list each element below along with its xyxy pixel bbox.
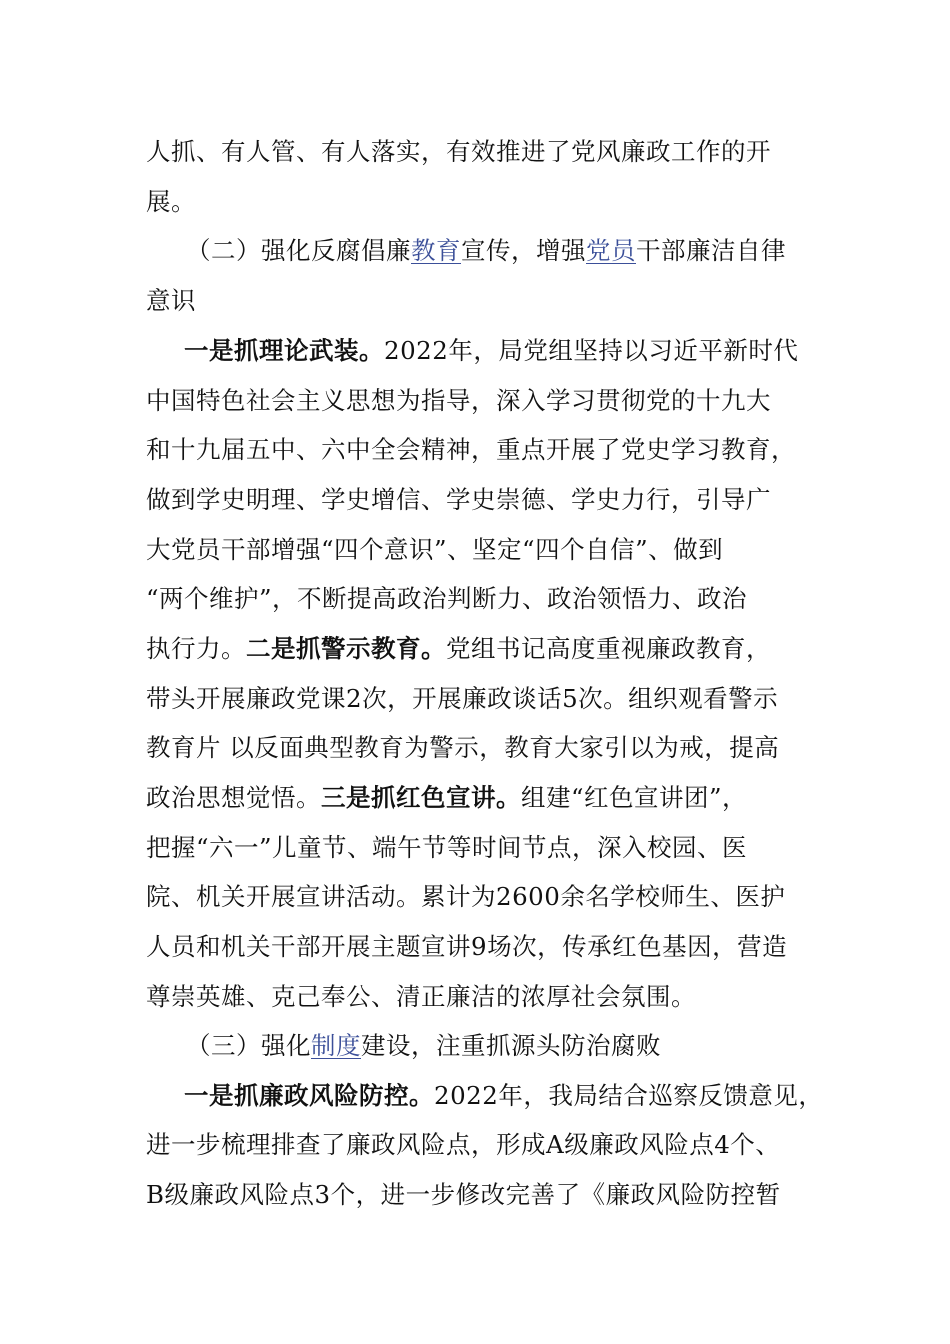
text-run: （三）强化 <box>186 1031 311 1060</box>
text-run: 政治思想觉悟。 <box>146 783 321 812</box>
bold-lead: 一是抓理论武装。 <box>184 336 384 365</box>
bold-lead: 三是抓红色宣讲。 <box>321 783 521 812</box>
text-run: B级廉政风险点3个，进一步修改完善了《廉政风险防控暂 <box>146 1180 781 1209</box>
paragraph-line <box>146 430 796 470</box>
section-heading-3 <box>186 1026 661 1066</box>
paragraph-line <box>146 530 723 570</box>
paragraph-line <box>146 381 771 421</box>
text-run: 2022年，我局结合巡察反馈意见， <box>434 1081 824 1110</box>
text-run: 大党员干部增强“四个意识”、坚定“四个自信”、做到 <box>146 535 724 564</box>
section-heading-2 <box>186 231 786 271</box>
paragraph-line <box>146 132 771 172</box>
text-run: 干部廉洁自律 <box>636 236 786 265</box>
text-run: 组建“红色宣讲团”， <box>521 783 748 812</box>
paragraph-line <box>146 629 771 669</box>
text-run: 宣传，增强 <box>461 236 586 265</box>
link-system[interactable]: 制度 <box>311 1031 361 1060</box>
paragraph-line <box>146 182 196 222</box>
text-run: 做到学史明理、学史增信、学史崇德、学史力行，引导广 <box>146 485 771 514</box>
paragraph-line <box>146 1175 781 1215</box>
text-run: 人员和机关干部开展主题宣讲9场次，传承红色基因，营造 <box>146 932 788 961</box>
paragraph-line <box>184 1076 823 1116</box>
paragraph-line <box>146 679 778 719</box>
text-run: 人抓、有人管、有人落实，有效推进了党风廉政工作的开 <box>146 137 771 166</box>
paragraph-line <box>184 331 798 371</box>
text-run: （二）强化反腐倡廉 <box>186 236 411 265</box>
bold-lead: 一是抓廉政风险防控。 <box>184 1081 434 1110</box>
text-run: 把握“六一”儿童节、端午节等时间节点，深入校园、医 <box>146 833 748 862</box>
text-run: 党组书记高度重视廉政教育， <box>446 634 771 663</box>
text-run: 2022年，局党组坚持以习近平新时代 <box>384 336 799 365</box>
section-heading-2-continued <box>146 281 196 321</box>
text-run: 中国特色社会主义思想为指导，深入学习贯彻党的十九大 <box>146 386 771 415</box>
bold-lead: 二是抓警示教育。 <box>246 634 446 663</box>
text-run: 尊崇英雄、克己奉公、清正廉洁的浓厚社会氛围。 <box>146 982 696 1011</box>
text-run: 执行力。 <box>146 634 246 663</box>
paragraph-line <box>146 977 696 1017</box>
text-run: 建设，注重抓源头防治腐败 <box>361 1031 661 1060</box>
text-run: 和十九届五中、六中全会精神，重点开展了党史学习教育， <box>146 435 796 464</box>
link-education[interactable]: 教育 <box>411 236 461 265</box>
paragraph-line <box>146 828 747 868</box>
link-party-member[interactable]: 党员 <box>586 236 636 265</box>
paragraph-line <box>146 877 785 917</box>
text-run: 意识 <box>146 286 196 315</box>
text-run: 展。 <box>146 187 196 216</box>
paragraph-line <box>146 1125 780 1165</box>
text-run: 院、机关开展宣讲活动。累计为2600余名学校师生、医护 <box>146 882 786 911</box>
text-run: 进一步梳理排查了廉政风险点，形成A级廉政风险点4个、 <box>146 1130 781 1159</box>
paragraph-line <box>146 480 771 520</box>
paragraph-line <box>146 778 747 818</box>
paragraph-line <box>146 927 787 967</box>
paragraph-line <box>146 579 747 619</box>
paragraph-line <box>146 728 779 768</box>
text-run: 教育片 以反面典型教育为警示，教育大家引以为戒，提高 <box>146 733 780 762</box>
text-run: “两个维护”，不断提高政治判断力、政治领悟力、政治 <box>146 584 748 613</box>
text-run: 带头开展廉政党课2次，开展廉政谈话5次。组织观看警示 <box>146 684 779 713</box>
